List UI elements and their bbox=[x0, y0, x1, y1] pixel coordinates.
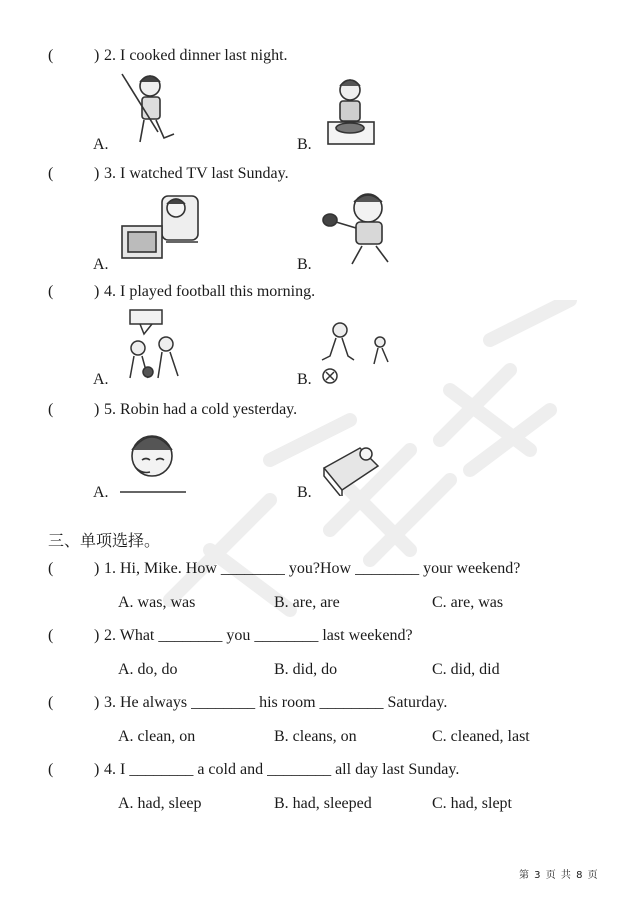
option-c: C. cleaned, last bbox=[432, 728, 530, 745]
answer-paren-close: ) bbox=[94, 560, 100, 577]
question-text: 3. He always ________ his room ________ Saturday. bbox=[104, 694, 448, 711]
answer-paren-close: ) bbox=[94, 401, 100, 418]
boy-watching-tv-icon bbox=[118, 190, 204, 270]
answer-paren-open: ( bbox=[48, 761, 54, 778]
question-text: 2. What ________ you ________ last weekend? bbox=[104, 627, 413, 644]
kids-football-icon bbox=[318, 320, 394, 386]
question-text: 3. I watched TV last Sunday. bbox=[104, 165, 289, 182]
answer-paren-open: ( bbox=[48, 560, 54, 577]
option-a-label: A. bbox=[93, 371, 109, 388]
option-a-label: A. bbox=[93, 136, 109, 153]
boy-ping-pong-icon bbox=[318, 190, 400, 270]
sleeping-in-bed-icon bbox=[320, 440, 382, 496]
boy-cooking-icon bbox=[322, 76, 380, 148]
option-c: C. did, did bbox=[432, 661, 500, 678]
question-text: 1. Hi, Mike. How ________ you?How ________ your weekend? bbox=[104, 560, 521, 577]
answer-paren-open: ( bbox=[48, 627, 54, 644]
answer-paren-close: ) bbox=[94, 47, 100, 64]
option-a-label: A. bbox=[93, 484, 109, 501]
answer-paren-close: ) bbox=[94, 694, 100, 711]
option-b-label: B. bbox=[297, 256, 312, 273]
option-a: A. had, sleep bbox=[118, 795, 202, 812]
answer-paren-open: ( bbox=[48, 401, 54, 418]
boy-sweeping-icon bbox=[118, 72, 180, 148]
question-text: 4. I ________ a cold and ________ all day last Sunday. bbox=[104, 761, 460, 778]
answer-paren-open: ( bbox=[48, 283, 54, 300]
section-heading: 三、单项选择。 bbox=[48, 531, 161, 550]
option-b: B. did, do bbox=[274, 661, 338, 678]
sick-boy-icon bbox=[120, 430, 190, 496]
option-c: C. had, slept bbox=[432, 795, 512, 812]
question-text: 5. Robin had a cold yesterday. bbox=[104, 401, 298, 418]
question-text: 4. I played football this morning. bbox=[104, 283, 316, 300]
option-a: A. clean, on bbox=[118, 728, 196, 745]
answer-paren-close: ) bbox=[94, 627, 100, 644]
answer-paren-open: ( bbox=[48, 694, 54, 711]
answer-paren-close: ) bbox=[94, 165, 100, 182]
option-a-label: A. bbox=[93, 256, 109, 273]
option-b: B. cleans, on bbox=[274, 728, 357, 745]
answer-paren-close: ) bbox=[94, 283, 100, 300]
option-b: B. are, are bbox=[274, 594, 340, 611]
answer-paren-close: ) bbox=[94, 761, 100, 778]
page-number-footer: 第 3 页 共 8 页 bbox=[519, 870, 599, 881]
option-a: A. do, do bbox=[118, 661, 178, 678]
answer-paren-open: ( bbox=[48, 47, 54, 64]
answer-paren-open: ( bbox=[48, 165, 54, 182]
kids-basketball-icon bbox=[120, 308, 194, 384]
option-b: B. had, sleeped bbox=[274, 795, 372, 812]
question-text: 2. I cooked dinner last night. bbox=[104, 47, 288, 64]
option-b-label: B. bbox=[297, 484, 312, 501]
option-c: C. are, was bbox=[432, 594, 504, 611]
option-a: A. was, was bbox=[118, 594, 196, 611]
option-b-label: B. bbox=[297, 371, 312, 388]
option-b-label: B. bbox=[297, 136, 312, 153]
